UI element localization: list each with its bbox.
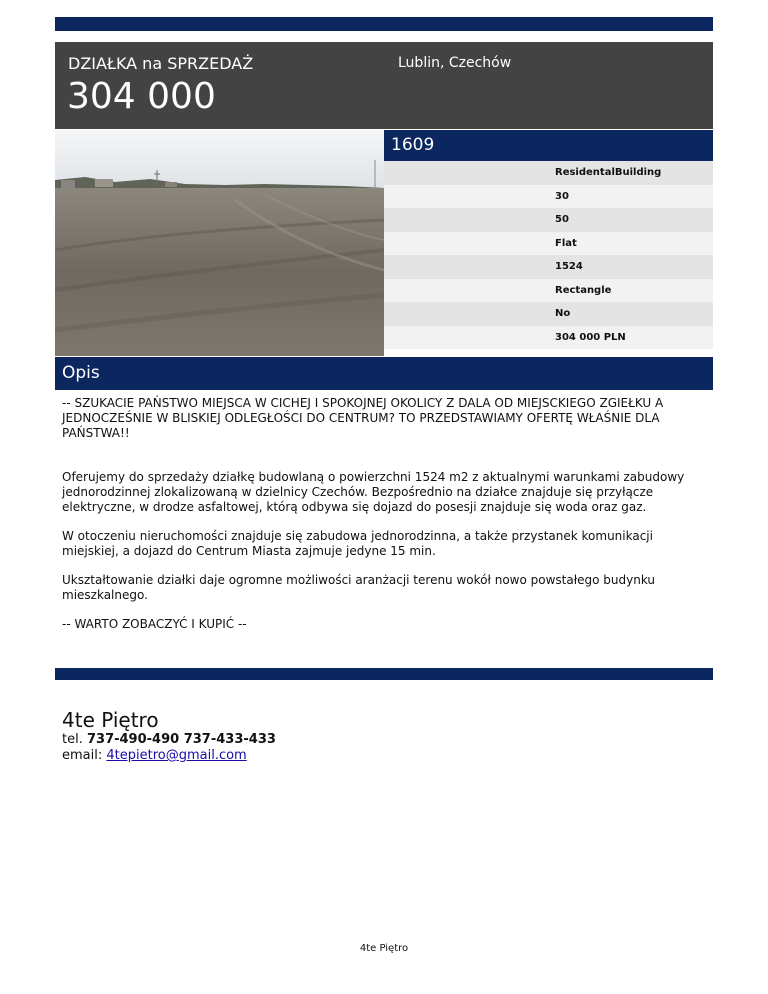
description-paragraph: W otoczeniu nieruchomości znajduje się zabudowa jednorodzinna, a także przystanek komunikacji miejskiej, a dojazd do Centrum Miasta zajmuje jedyne 15 min. [62,529,653,558]
bottom-accent-bar [55,668,713,680]
description-body [62,396,708,646]
phone-numbers: 737-490-490 737-433-433 [86,732,276,747]
page-footer: 4te Piętro [359,943,409,954]
email-link[interactable]: 4tepietro@gmail.com [106,748,247,763]
property-row [384,161,713,185]
property-row [384,279,713,303]
property-row [384,302,713,326]
property-row [384,185,713,209]
listing-header [55,42,713,129]
email-line [62,748,276,764]
agency-name: 4te Piętro [62,708,159,732]
property-value: Rectangle [555,284,612,296]
listing-price: 304 000 [67,76,216,117]
property-value: ResidentalBuilding [555,167,662,178]
property-row [384,255,713,279]
description-paragraph: -- WARTO ZOBACZYĆ I KUPIĆ -- [62,617,247,631]
property-value: 30 [555,190,569,202]
description-paragraph: Ukształtowanie działki daje ogromne możliwości aranżacji terenu wokół nowo powstałego budynku mieszkalnego. [62,573,656,602]
phone-line [62,732,276,748]
listing-type: DZIAŁKA na SPRZEDAŻ [68,54,254,73]
description-heading-bar [55,357,713,390]
listing-id: 1609 [391,135,435,155]
property-list [384,161,713,356]
property-value: Flat [555,237,577,249]
property-value: 1524 [555,261,583,272]
listing-id-bar [384,130,713,161]
contact-block [62,708,276,764]
property-row [384,232,713,256]
property-value: 304 000 PLN [555,331,626,343]
description-paragraph: Oferujemy do sprzedaży działkę budowlaną o powierzchni 1524 m2 z aktualnymi warunkami zabudowy jednorodzinnej zlokalizowaną w dzielnicy Czechów. Bezpośrednio na działce znajduje się przyłącze elektryczne, w drodze asfaltowej, którą odbywa się dojazd do posesji znajduje się woda oraz gaz. [62,470,685,514]
property-value: 50 [555,214,569,225]
property-photo [55,130,384,356]
description-heading: Opis [62,363,100,383]
property-value: No [555,308,571,319]
phone-label: tel. [62,732,83,747]
description-paragraph: -- SZUKACIE PAŃSTWO MIEJSCA W CICHEJ I SPOKOJNEJ OKOLICY Z DALA OD MIEJSCKIEGO ZGIEŁKU A JEDNOCZEŚNIE W BLISKIEJ ODLEGŁOŚCI DO CENTRUM? TO PRZEDSTAWIAMY OFERTĘ WŁAŚNIE DLA PAŃSTWA!! [62,396,664,440]
top-accent-bar [55,17,713,31]
listing-location: Lublin, Czechów [398,55,512,71]
property-row [384,208,713,232]
email-label: email: [62,748,103,763]
property-row [384,326,713,350]
